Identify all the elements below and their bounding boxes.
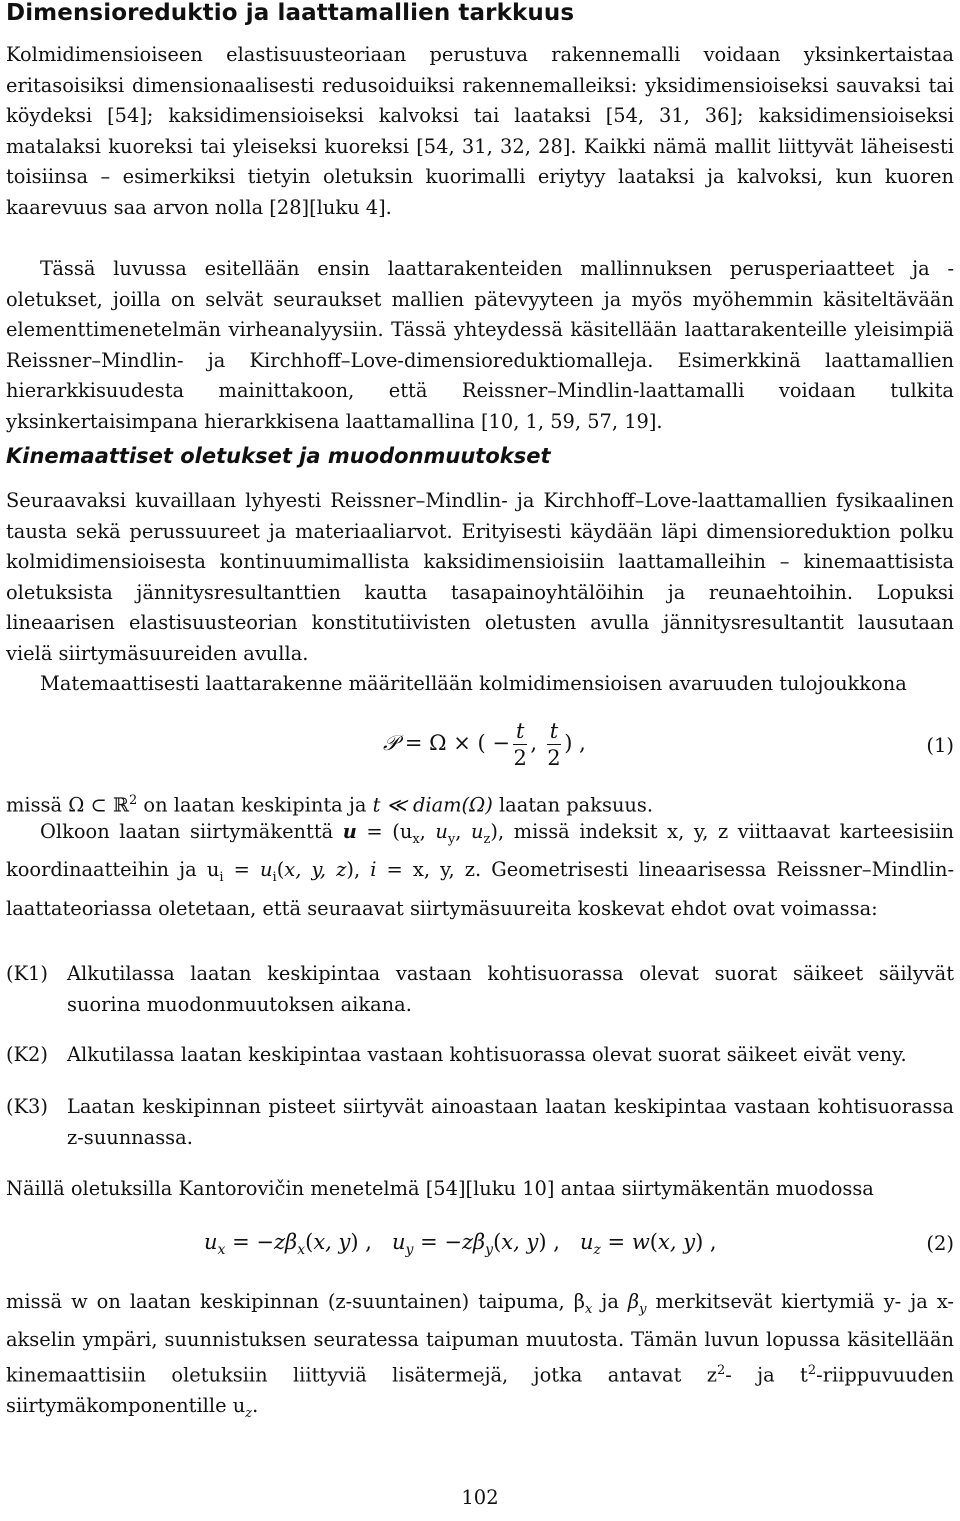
- p5-u-vector: u: [342, 820, 357, 843]
- p7-text-b: merkitsevät kiertymiä y- ja x-akselin ympäri, suunnistuksen seuratessa taipuman muutosta. Tämän luvun lopussa käsitellään kinemaattisiin oletuksiin liittyviä lisätermejä, jotka antavat z: [6, 1290, 954, 1387]
- closing-paragraph-7: missä w on laatan keskipinnan (z-suuntainen) taipuma, $\beta_x$ ja $\beta_y$ merkitsevät kiertymiä y- ja x-akselin ympäri, suunnistuksen seuratessa taipuman muutosta. Tämän luvun lopussa käsitellään kinemaattisiin oletuksiin liittyviä lisätermejä, jotka antavat $z^2-$ ja $t^2$-riippuvuuden siirtymäkomponentille $u_z$.: [6, 1290, 954, 1421]
- equation-1-body: 𝒫 = Ω × ( − $\frac{t}{2}$ , $\frac{t}{2}$ ) ,: [383, 719, 586, 770]
- after-eq1-text-c: t ≪ diam(Ω): [372, 793, 493, 817]
- assumption-k3-label: (K3): [6, 1095, 48, 1118]
- p5-text-tail: = x, y, z. Geometrisesti lineaarisessa Reissner–Mindlin-laattateoriassa oletetaan, että seuraavat siirtymäsuureita koskevat ehdot ovat voimassa:: [6, 858, 955, 920]
- body-paragraph-5: Olkoon laatan siirtymäkenttä $u = (u_x$, $u_y$, $u_z$), missä indeksit x, y, z viittaavat karteesisiin koordinaatteihin ja $u_i = u_i(x$, y, z), i = x, y, z. Geometrisesti lineaarisessa Reissner–Mindlin-laattateoriassa oletetaan, että seuraavat siirtymäsuureita koskevat ehdot ovat voimassa:: [6, 820, 955, 920]
- closing-paragraph-6: Näillä oletuksilla Kantorovičin menetelmä [54][luku 10] antaa siirtymäkentän muodossa: [6, 1177, 874, 1200]
- after-eq1-text-b: on laatan keskipinta ja: [137, 793, 373, 817]
- equation-1: [0, 718, 960, 778]
- p7-text-a: missä w on laatan keskipinnan (z-suuntainen) taipuma, β: [6, 1290, 585, 1313]
- equation-2-body: $u_x = -z\beta_x(x$, y) , $u_y = -z\beta_y(x$, y) , $u_z = w(x$, y) ,: [204, 1230, 717, 1259]
- p7-text-d: -riippuvuuden siirtymäkomponentille u: [6, 1363, 954, 1418]
- intro-paragraph-1: Kolmidimensioiseen elastisuusteoriaan perustuva rakennemalli voidaan yksinkertaistaa eritasoisiksi dimensionaalisesti redusoiduiksi rakennemalleiksi: yksidimensioiseksi sauvaksi tai köydeksi [54]; kaksidimensioiseksi kalvoksi tai laataksi [54, 31, 36]; kaksidimensioiseksi matalaksi kuoreksi tai yleiseksi kuoreksi [54, 31, 32, 28]. Kaikki nämä mallit liittyvät läheisesti toisiinsa – esimerkiksi tietyin oletuksin kuorimalli eriytyy laataksi ja kalvoksi, kun kuoren kaarevuus saa arvon nolla [28][luku 4].: [6, 43, 954, 219]
- p5-text-b: = (u: [356, 820, 413, 843]
- body-paragraph-4: Matemaattisesti laattarakenne määritellään kolmidimensioisen avaruuden tulojoukkona: [40, 672, 907, 695]
- assumption-k3: [6, 1092, 954, 1154]
- after-eq1-text-d: laatan paksuus.: [492, 793, 654, 817]
- assumption-k2-text: Alkutilassa laatan keskipintaa vastaan kohtisuorassa olevat suorat säikeet eivät veny.: [67, 1043, 907, 1066]
- equation-1-number: (1): [926, 734, 954, 757]
- after-equation-1: [6, 786, 954, 821]
- assumption-k2-label: (K2): [6, 1043, 48, 1066]
- assumption-k1: [6, 959, 954, 1021]
- page-number: 102: [461, 1486, 499, 1509]
- p7-text-c: - ja t: [725, 1363, 808, 1387]
- body-paragraph-3: Seuraavaksi kuvaillaan lyhyesti Reissner–Mindlin- ja Kirchhoff–Love-laattamallien fysikaalinen tausta sekä perussuureet ja materiaaliarvot. Erityisesti käydään läpi dimensioreduktion polku kolmidimensioisesta kontinuumimallista kaksidimensioisiin laattamalleihin – kinemaattisista oletuksista jännitysresultanttien kautta tasapainoyhtälöihin ja reunaehtoihin. Lopuksi lineaarisen elastisuusteorian konstitutiivisten oletusten avulla jännitysresultantit lausutaan vielä siirtymäsuureiden avulla.: [6, 489, 954, 665]
- section-title: Dimensioreduktio ja laattamallien tarkkuus: [6, 0, 575, 26]
- subsection-title: Kinemaattiset oletukset ja muodonmuutokset: [6, 444, 551, 468]
- equation-2: [0, 1230, 960, 1270]
- assumption-k2: [6, 1040, 954, 1071]
- after-eq1-text-a: missä Ω ⊂ ℝ: [6, 793, 129, 817]
- intro-paragraph-2: Tässä luvussa esitellään ensin laattarakenteiden mallinnuksen perusperiaatteet ja -oletukset, joilla on selvät seuraukset mallien pätevyyteen ja myös myöhemmin käsiteltävään elementtimenetelmän virheanalyysiin. Tässä yhteydessä käsitellään laattarakenteille yleisimpiä Reissner–Mindlin- ja Kirchhoff–Love-dimensioreduktiomalleja. Esimerkkinä laattamallien hierarkkisuudesta mainittakoon, että Reissner–Mindlin-laattamalli voidaan tulkita yksinkertaisimpana hierarkkisena laattamallina [10, 1, 59, 57, 19].: [6, 257, 954, 433]
- equation-2-number: (2): [926, 1232, 954, 1255]
- p5-text-a: Olkoon laatan siirtymäkenttä: [40, 820, 343, 843]
- p5-text-rest: , missä indeksit x, y, z viittaavat karteesisiin koordinaatteihin ja u: [6, 820, 954, 882]
- after-eq1-sup: 2: [128, 793, 138, 808]
- assumption-k1-text: Alkutilassa laatan keskipintaa vastaan kohtisuorassa olevat suorat säikeet säilyvät suorina muodonmuutoksen aikana.: [67, 962, 954, 1016]
- assumption-k3-text: Laatan keskipinnan pisteet siirtyvät ainoastaan laatan keskipintaa vastaan kohtisuorassa z-suunnassa.: [67, 1095, 954, 1149]
- assumption-k1-label: (K1): [6, 962, 48, 985]
